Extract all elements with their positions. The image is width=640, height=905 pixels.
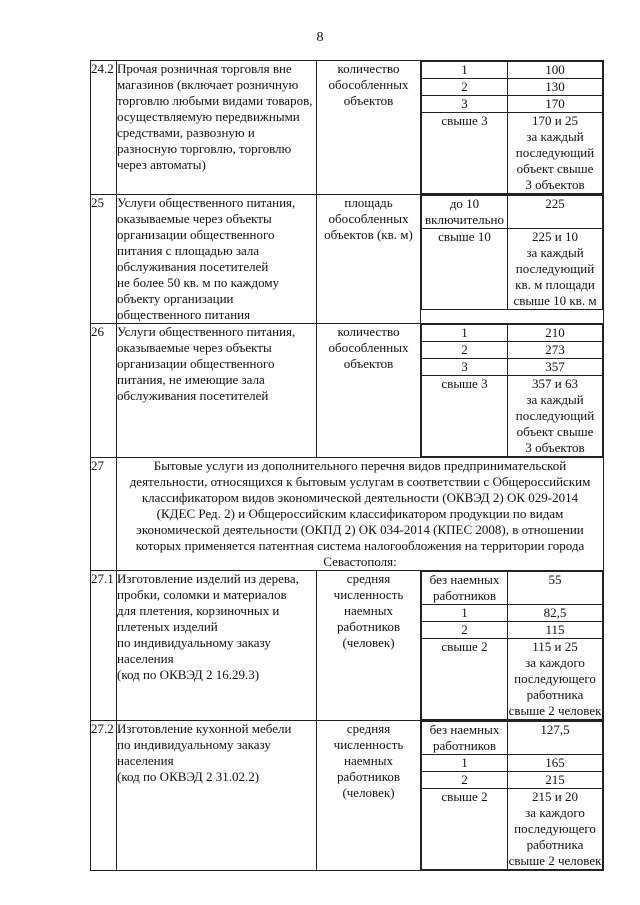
income-grid bbox=[421, 721, 604, 871]
income-amount: 225 bbox=[508, 196, 603, 229]
income-subrow bbox=[422, 196, 603, 229]
income-subrow bbox=[422, 96, 603, 113]
income-subrow bbox=[422, 772, 603, 789]
indicator-value: 1 bbox=[422, 605, 508, 622]
income-amount: 127,5 bbox=[508, 722, 603, 755]
indicator-value: свыше 3 bbox=[422, 376, 508, 457]
physical-indicator: средняя численность наемных работников (человек) bbox=[317, 721, 421, 871]
income-subrow bbox=[422, 722, 603, 755]
income-subrow bbox=[422, 79, 603, 96]
income-amount: 215 bbox=[508, 772, 603, 789]
indicator-value: без наемных работников bbox=[422, 722, 508, 755]
income-subrow bbox=[422, 605, 603, 622]
row-number: 27.2 bbox=[91, 721, 117, 871]
income-amount: 357 и 63 за каждый последующий объект свыше 3 объектов bbox=[508, 376, 603, 457]
table-row bbox=[91, 571, 604, 721]
activity-name: Прочая розничная торговля вне магазинов (включает розничную торговлю любыми видами товаров, осуществляемую передвижными средствами, развозную и разносную торговлю, торговлю через автоматы) bbox=[117, 61, 317, 195]
income-grid bbox=[421, 61, 604, 195]
section-27-description: Бытовые услуги из дополнительного перечня видов предпринимательской деятельности, относящихся к бытовым услугам в соответствии с Общероссийским классификатором видов экономической деятельности (ОКВЭД 2) ОК 029-2014 (КДЕС Ред. 2) и Общероссийским классификатором продукции по видам экономической деятельности (ОКПД 2) ОК 034-2014 (КПЕС 2008), в отношении которых применяется патентная система налогообложения на территории города Севастополя: bbox=[117, 458, 604, 571]
indicator-value: свыше 10 bbox=[422, 229, 508, 310]
income-amount: 210 bbox=[508, 325, 603, 342]
income-amount: 115 bbox=[508, 622, 603, 639]
income-amount: 225 и 10 за каждый последующий кв. м площади свыше 10 кв. м bbox=[508, 229, 603, 310]
indicator-value: 2 bbox=[422, 772, 508, 789]
indicator-value: до 10 включительно bbox=[422, 196, 508, 229]
indicator-value: свыше 3 bbox=[422, 113, 508, 194]
section-27-header bbox=[91, 458, 604, 571]
indicator-value: 1 bbox=[422, 62, 508, 79]
indicator-value: 1 bbox=[422, 325, 508, 342]
income-amount: 82,5 bbox=[508, 605, 603, 622]
income-amount: 170 и 25 за каждый последующий объект свыше 3 объектов bbox=[508, 113, 603, 194]
income-grid bbox=[421, 324, 604, 458]
income-amount: 215 и 20 за каждого последующего работника свыше 2 человек bbox=[508, 789, 602, 868]
row-number: 27 bbox=[91, 458, 117, 571]
indicator-value: 2 bbox=[422, 622, 508, 639]
income-subrow bbox=[422, 755, 603, 772]
income-amount: 273 bbox=[508, 342, 603, 359]
activity-name: Услуги общественного питания, оказываемые через объекты организации общественного питания с площадью зала обслуживания посетителей не более 50 кв. м по каждому объекту организации общественного питания bbox=[117, 195, 317, 324]
income-subrow bbox=[422, 359, 603, 376]
table-row bbox=[91, 195, 604, 324]
indicator-value: 2 bbox=[422, 342, 508, 359]
income-subrow bbox=[422, 376, 603, 457]
income-subrow bbox=[422, 325, 603, 342]
indicator-value: 1 bbox=[422, 755, 508, 772]
income-subrow bbox=[422, 622, 603, 639]
physical-indicator: площадь обособленных объектов (кв. м) bbox=[317, 195, 421, 324]
income-amount: 170 bbox=[508, 96, 603, 113]
indicator-value: свыше 2 bbox=[422, 639, 508, 720]
income-grid bbox=[421, 195, 604, 324]
income-grid bbox=[421, 571, 604, 721]
row-number: 24.2 bbox=[91, 61, 117, 195]
row-number: 25 bbox=[91, 195, 117, 324]
income-amount: 165 bbox=[508, 755, 603, 772]
income-subrow bbox=[422, 639, 603, 720]
income-amount: 115 и 25 за каждого последующего работника свыше 2 человек bbox=[508, 639, 602, 718]
income-amount: 357 bbox=[508, 359, 603, 376]
activity-name: Услуги общественного питания, оказываемые через объекты организации общественного питания, не имеющие зала обслуживания посетителей bbox=[117, 324, 317, 458]
income-subrow bbox=[422, 229, 603, 310]
indicator-value: 3 bbox=[422, 96, 508, 113]
table-row bbox=[91, 324, 604, 458]
income-subrow bbox=[422, 789, 603, 870]
indicator-value: 3 bbox=[422, 359, 508, 376]
income-subrow bbox=[422, 62, 603, 79]
indicator-value: свыше 2 bbox=[422, 789, 508, 870]
row-number: 26 bbox=[91, 324, 117, 458]
indicator-value: без наемных работников bbox=[422, 572, 508, 605]
income-subrow bbox=[422, 342, 603, 359]
indicator-value: 2 bbox=[422, 79, 508, 96]
table-row bbox=[91, 721, 604, 871]
activity-name: Изготовление изделий из дерева, пробки, соломки и материалов для плетения, корзиночных и плетеных изделий по индивидуальному заказу населения (код по ОКВЭД 2 16.29.3) bbox=[117, 571, 317, 721]
income-subrow bbox=[422, 572, 603, 605]
income-amount: 130 bbox=[508, 79, 603, 96]
activity-name: Изготовление кухонной мебели по индивидуальному заказу населения (код по ОКВЭД 2 31.02.2) bbox=[117, 721, 317, 871]
tariff-table bbox=[90, 60, 604, 871]
income-subrow bbox=[422, 113, 603, 194]
physical-indicator: количество обособленных объектов bbox=[317, 61, 421, 195]
physical-indicator: средняя численность наемных работников (человек) bbox=[317, 571, 421, 721]
table-row bbox=[91, 61, 604, 195]
income-amount: 100 bbox=[508, 62, 603, 79]
income-amount: 55 bbox=[508, 572, 603, 605]
physical-indicator: количество обособленных объектов bbox=[317, 324, 421, 458]
row-number: 27.1 bbox=[91, 571, 117, 721]
page-number: 8 bbox=[316, 30, 324, 45]
